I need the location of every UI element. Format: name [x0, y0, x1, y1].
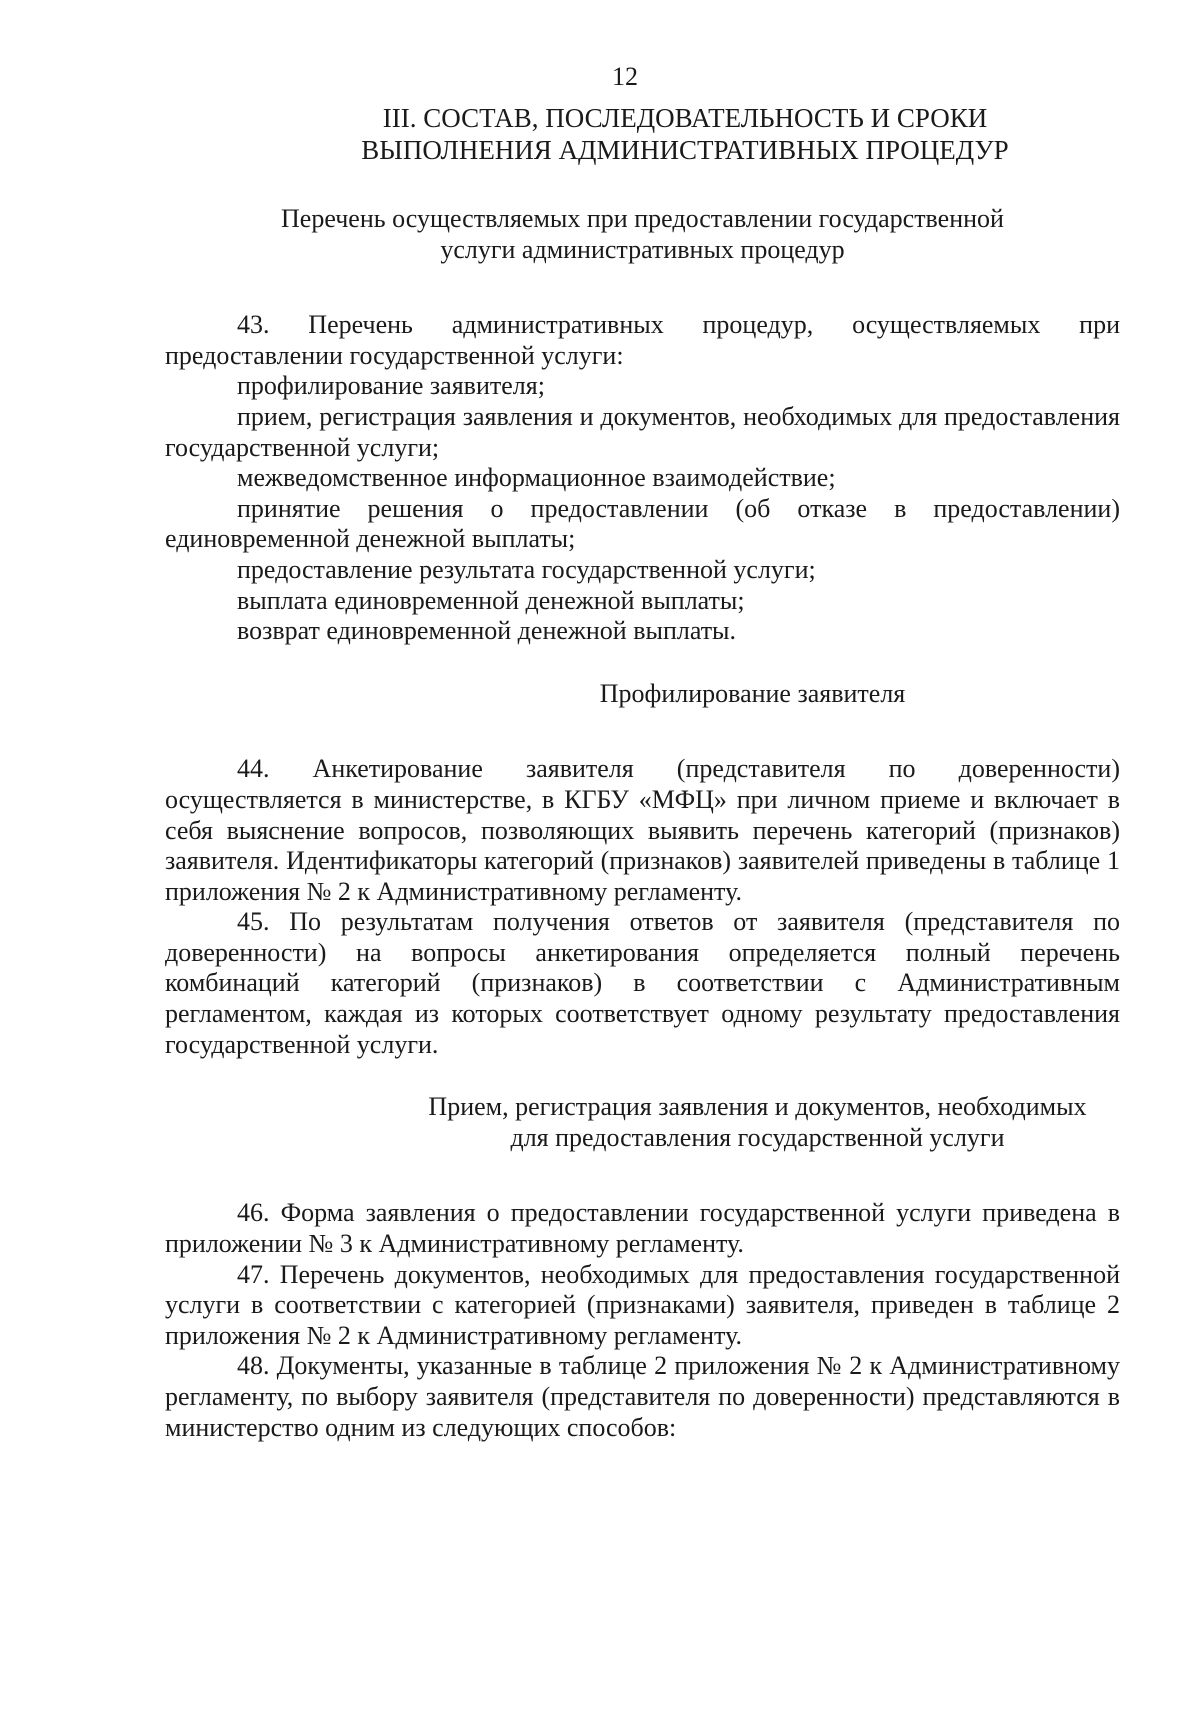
paragraph-45: 45. По результатам получения ответов от заявителя (представителя по доверенности) на вопросы анкетирования определяется полный перечень комбинаций категорий (признаков) в соответствии с Административным регламентом, каждая из которых соответствует одному результату предоставления государственной услуги. — [165, 907, 1120, 1059]
section-heading-priem — [165, 1092, 1120, 1153]
section-heading-profile: Профилирование заявителя — [599, 678, 906, 708]
paragraph-48: 48. Документы, указанные в таблице 2 приложения № 2 к Административному регламенту, по выбору заявителя (представителя по доверенности) представляются в министерство одним из следующих способов: — [165, 1351, 1120, 1442]
list-item: возврат единовременной денежной выплаты. — [237, 616, 737, 646]
document-body — [165, 102, 1120, 1443]
procedures-list-heading-line-2: услуги административных процедур — [440, 234, 845, 264]
chapter-heading — [165, 102, 1120, 166]
chapter-heading-line-2: ВЫПОЛНЕНИЯ АДМИНИСТРАТИВНЫХ ПРОЦЕДУР — [361, 135, 1009, 165]
list-item: межведомственное информационное взаимодействие; — [237, 463, 836, 493]
list-item: предоставление результата государственной услуги; — [237, 554, 816, 584]
procedures-list-heading — [165, 204, 1120, 265]
procedures-list-heading-line-1: Перечень осуществляемых при предоставлении государственной — [281, 204, 1004, 233]
paragraph-43: 43. Перечень административных процедур, осуществляемых при предоставлении государственной услуги: — [165, 310, 1120, 370]
page-number: 12 — [612, 62, 638, 91]
chapter-heading-line-1: III. СОСТАВ, ПОСЛЕДОВАТЕЛЬНОСТЬ И СРОКИ — [382, 103, 988, 133]
list-item: принятие решения о предоставлении (об отказе в предоставлении) единовременной денежной выплаты; — [165, 493, 1120, 554]
paragraph-46: 46. Форма заявления о предоставлении государственной услуги приведена в приложении № 3 к Административному регламенту. — [165, 1198, 1120, 1259]
paragraph-44: 44. Анкетирование заявителя (представителя по доверенности) осуществляется в министерстве, в КГБУ «МФЦ» при личном приеме и включает в себя выяснение вопросов, позволяющих выявить перечень категорий (признаков) заявителя. Идентификаторы категорий (признаков) заявителей приведены в таблице 1 приложения № 2 к Административному регламенту. — [165, 754, 1120, 906]
section-heading-priem-line-2: для предоставления государственной услуги — [510, 1122, 1005, 1152]
list-item: профилирование заявителя; — [237, 371, 545, 401]
section-heading-priem-line-1: Прием, регистрация заявления и документов, необходимых — [428, 1092, 1087, 1122]
paragraph-47: 47. Перечень документов, необходимых для предоставления государственной услуги в соответствии с категорией (признаками) заявителя, приведен в таблице 2 приложения № 2 к Административному регламенту. — [165, 1259, 1120, 1350]
list-item: прием, регистрация заявления и документов, необходимых для предоставления государственной услуги; — [165, 401, 1120, 462]
list-item: выплата единовременной денежной выплаты; — [237, 585, 745, 615]
